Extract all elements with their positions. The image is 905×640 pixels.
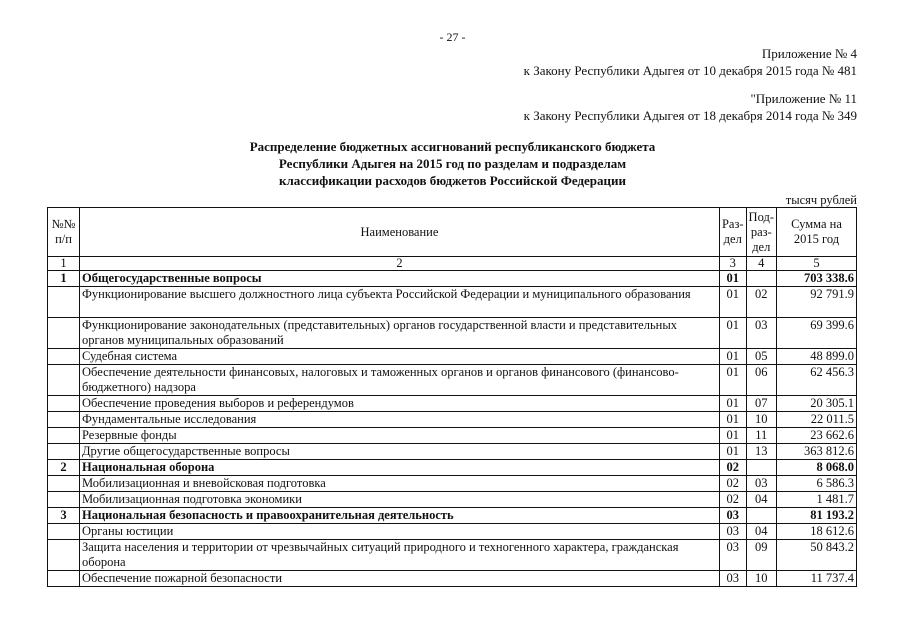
- row-sum: 92 791.9: [777, 287, 857, 318]
- row-subsection-code: 13: [746, 444, 776, 460]
- row-name: Фундаментальные исследования: [80, 412, 720, 428]
- row-section-code: 03: [719, 524, 746, 540]
- row-sum: 1 481.7: [777, 492, 857, 508]
- row-name: Резервные фонды: [80, 428, 720, 444]
- row-section-code: 01: [719, 318, 746, 349]
- row-subsection-code: 02: [746, 287, 776, 318]
- row-subsection-code: 05: [746, 349, 776, 365]
- table-section-row: [48, 271, 857, 287]
- table-row: [48, 396, 857, 412]
- row-num: [48, 428, 80, 444]
- row-name: Обеспечение пожарной безопасности: [80, 571, 720, 587]
- row-num: 2: [48, 460, 80, 476]
- row-num: [48, 287, 80, 318]
- row-name: Судебная система: [80, 349, 720, 365]
- table-row: [48, 444, 857, 460]
- row-subsection-code: [746, 508, 776, 524]
- row-name: Функционирование высшего должностного лица субъекта Российской Федерации и муниципального образования: [80, 287, 720, 318]
- row-sum: 6 586.3: [777, 476, 857, 492]
- row-section-code: 01: [719, 365, 746, 396]
- row-num: [48, 318, 80, 349]
- row-name: Мобилизационная и вневойсковая подготовка: [80, 476, 720, 492]
- row-section-code: 01: [719, 412, 746, 428]
- row-num: [48, 524, 80, 540]
- row-subsection-code: 06: [746, 365, 776, 396]
- units-label: тысяч рублей: [785, 193, 857, 207]
- row-subsection-code: [746, 271, 776, 287]
- table-section-row: [48, 460, 857, 476]
- table-row: [48, 318, 857, 349]
- row-sum: 50 843.2: [777, 540, 857, 571]
- annex-law-line: к Закону Республики Адыгея от 18 декабря 2014 года № 349: [523, 108, 857, 123]
- row-subsection-code: 10: [746, 571, 776, 587]
- row-section-code: 02: [719, 492, 746, 508]
- annex-reference-current: [524, 45, 857, 79]
- column-number: 2: [80, 257, 720, 271]
- row-name: Обеспечение проведения выборов и референдумов: [80, 396, 720, 412]
- row-name: Национальная оборона: [80, 460, 720, 476]
- header-sum: Сумма на 2015 год: [777, 208, 857, 257]
- row-num: [48, 412, 80, 428]
- row-name: Национальная безопасность и правоохранительная деятельность: [80, 508, 720, 524]
- table-row: [48, 412, 857, 428]
- row-subsection-code: [746, 460, 776, 476]
- row-name: Мобилизационная подготовка экономики: [80, 492, 720, 508]
- header-name: Наименование: [80, 208, 720, 257]
- column-number-row: [48, 257, 857, 271]
- document-title: [0, 138, 905, 189]
- row-subsection-code: 04: [746, 492, 776, 508]
- row-sum: 48 899.0: [777, 349, 857, 365]
- row-subsection-code: 11: [746, 428, 776, 444]
- row-name: Другие общегосударственные вопросы: [80, 444, 720, 460]
- page-number: - 27 -: [439, 30, 466, 44]
- row-subsection-code: 07: [746, 396, 776, 412]
- row-subsection-code: 04: [746, 524, 776, 540]
- column-number: 1: [48, 257, 80, 271]
- row-num: [48, 571, 80, 587]
- table-row: [48, 540, 857, 571]
- row-num: 1: [48, 271, 80, 287]
- row-sum: 363 812.6: [777, 444, 857, 460]
- title-line: Республики Адыгея на 2015 год по разделам и подразделам: [278, 156, 627, 171]
- row-section-code: 03: [719, 571, 746, 587]
- row-num: [48, 476, 80, 492]
- column-number: 3: [719, 257, 746, 271]
- title-line: классификации расходов бюджетов Российской Федерации: [278, 173, 627, 188]
- column-number: 5: [777, 257, 857, 271]
- row-subsection-code: 09: [746, 540, 776, 571]
- table-row: [48, 428, 857, 444]
- title-line: Распределение бюджетных ассигнований республиканского бюджета: [249, 139, 656, 154]
- annex-reference-original: [524, 90, 857, 124]
- row-sum: 8 068.0: [777, 460, 857, 476]
- row-sum: 703 338.6: [777, 271, 857, 287]
- row-sum: 23 662.6: [777, 428, 857, 444]
- table-row: [48, 571, 857, 587]
- row-num: [48, 365, 80, 396]
- row-name: Обеспечение деятельности финансовых, налоговых и таможенных органов и органов финансового (финансово-бюджетного) надзора: [80, 365, 720, 396]
- table-header-row: [48, 208, 857, 257]
- row-sum: 81 193.2: [777, 508, 857, 524]
- table-row: [48, 524, 857, 540]
- row-sum: 18 612.6: [777, 524, 857, 540]
- row-subsection-code: 10: [746, 412, 776, 428]
- row-subsection-code: 03: [746, 476, 776, 492]
- table-row: [48, 365, 857, 396]
- row-section-code: 03: [719, 540, 746, 571]
- table-row: [48, 287, 857, 318]
- header-num: №№ п/п: [48, 208, 80, 257]
- row-num: 3: [48, 508, 80, 524]
- table-row: [48, 492, 857, 508]
- row-sum: 22 011.5: [777, 412, 857, 428]
- row-section-code: 03: [719, 508, 746, 524]
- row-num: [48, 540, 80, 571]
- annex-law-line: к Закону Республики Адыгея от 10 декабря 2015 года № 481: [523, 63, 857, 78]
- table-section-row: [48, 508, 857, 524]
- row-section-code: 01: [719, 271, 746, 287]
- budget-table: [47, 207, 857, 587]
- row-name: Органы юстиции: [80, 524, 720, 540]
- table-row: [48, 349, 857, 365]
- table-row: [48, 476, 857, 492]
- annex-line: Приложение № 4: [761, 46, 857, 61]
- row-section-code: 01: [719, 349, 746, 365]
- row-section-code: 01: [719, 428, 746, 444]
- row-num: [48, 349, 80, 365]
- row-sum: 11 737.4: [777, 571, 857, 587]
- row-section-code: 02: [719, 476, 746, 492]
- row-sum: 62 456.3: [777, 365, 857, 396]
- row-num: [48, 396, 80, 412]
- row-section-code: 01: [719, 287, 746, 318]
- row-section-code: 02: [719, 460, 746, 476]
- row-section-code: 01: [719, 396, 746, 412]
- row-sum: 69 399.6: [777, 318, 857, 349]
- row-name: Функционирование законодательных (представительных) органов государственной власти и представительных органов муниципальных образований: [80, 318, 720, 349]
- row-subsection-code: 03: [746, 318, 776, 349]
- row-section-code: 01: [719, 444, 746, 460]
- row-sum: 20 305.1: [777, 396, 857, 412]
- row-name: Защита населения и территории от чрезвычайных ситуаций природного и техногенного характера, гражданская оборона: [80, 540, 720, 571]
- row-num: [48, 492, 80, 508]
- column-number: 4: [746, 257, 776, 271]
- annex-line: "Приложение № 11: [750, 91, 857, 106]
- header-section: Раз- дел: [719, 208, 746, 257]
- row-num: [48, 444, 80, 460]
- header-subsection: Под- раз- дел: [746, 208, 776, 257]
- row-name: Общегосударственные вопросы: [80, 271, 720, 287]
